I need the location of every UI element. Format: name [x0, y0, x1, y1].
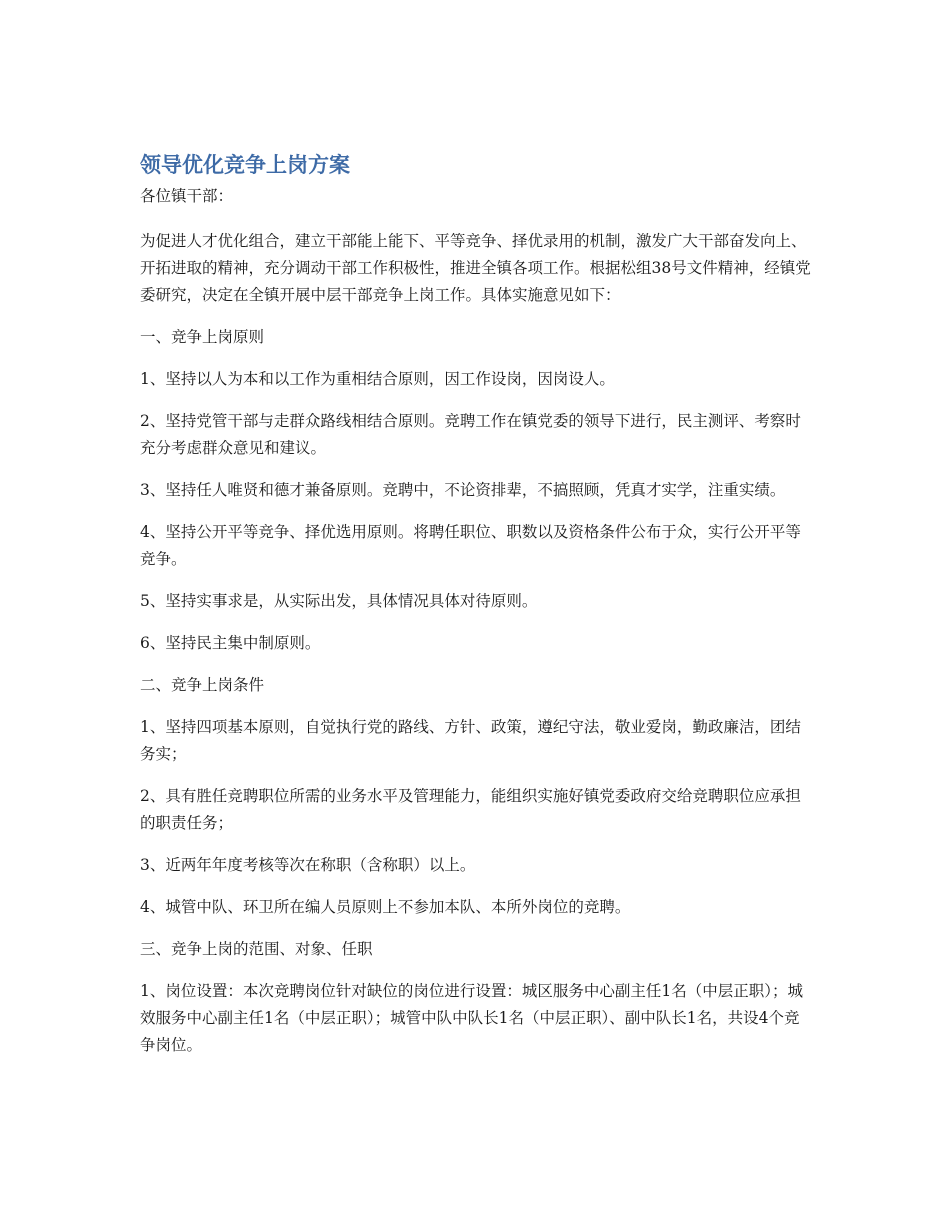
principle-item-5: 5、坚持实事求是，从实际出发，具体情况具体对待原则。 — [140, 592, 538, 610]
principle-item-6: 6、坚持民主集中制原则。 — [140, 634, 321, 652]
principle-item-2: 2、坚持党管干部与走群众路线相结合原则。竞聘工作在镇党委的领导下进行，民主测评、考察时充分考虑群众意见和建议。 — [140, 412, 801, 457]
condition-item-4: 4、城管中队、环卫所在编人员原则上不参加本队、本所外岗位的竞聘。 — [140, 898, 631, 916]
condition-item-2: 2、具有胜任竞聘职位所需的业务水平及管理能力，能组织实施好镇党委政府交给竞聘职位应承担的职责任务； — [140, 787, 801, 832]
intro-paragraph: 为促进人才优化组合，建立干部能上能下、平等竞争、择优录用的机制，激发广大干部奋发向上、开拓进取的精神，充分调动干部工作积极性，推进全镇各项工作。根据松组38号文件精神，经镇党委研究，决定在全镇开展中层干部竞争上岗工作。具体实施意见如下： — [140, 232, 811, 304]
salutation: 各位镇干部： — [140, 187, 234, 205]
principle-item-1: 1、坚持以人为本和以工作为重相结合原则，因工作设岗，因岗设人。 — [140, 370, 615, 388]
principle-item-4: 4、坚持公开平等竞争、择优选用原则。将聘任职位、职数以及资格条件公布于众，实行公开平等竞争。 — [140, 523, 801, 568]
condition-item-3: 3、近两年年度考核等次在称职（含称职）以上。 — [140, 856, 476, 874]
document-title: 领导优化竞争上岗方案 — [140, 153, 350, 177]
scope-item-1: 1、岗位设置：本次竞聘岗位针对缺位的岗位进行设置：城区服务中心副主任1名（中层正职）；城效服务中心副主任1名（中层正职）；城管中队中队长1名（中层正职）、副中队长1名，共设4个竞争岗位。 — [140, 982, 803, 1054]
document-body — [140, 183, 812, 1074]
section-heading-scope: 三、竞争上岗的范围、对象、任职 — [140, 940, 373, 958]
principle-item-3: 3、坚持任人唯贤和德才兼备原则。竞聘中，不论资排辈，不搞照顾，凭真才实学，注重实绩。 — [140, 481, 786, 499]
section-heading-principles: 一、竞争上岗原则 — [140, 328, 265, 346]
condition-item-1: 1、坚持四项基本原则，自觉执行党的路线、方针、政策，遵纪守法，敬业爱岗，勤政廉洁，团结务实； — [140, 718, 801, 763]
section-heading-conditions: 二、竞争上岗条件 — [140, 676, 265, 694]
